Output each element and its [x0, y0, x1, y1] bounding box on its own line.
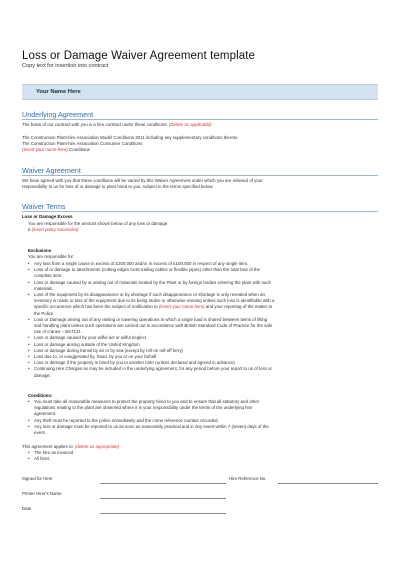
- signed-line[interactable]: [100, 483, 226, 484]
- list-item: • Loss due to, or exaggerated by, fraud, by you or on your behalf: [34, 354, 274, 360]
- list-item: • Loss or damage caused by or arising out of materials treated by the Plant or by foreign bodies entering the plant with such: [34, 280, 274, 286]
- list-item-cont: inventory is made or loss of the equipment due to its being stolen or otherwise missing unless such loss is identifiable with a: [34, 298, 275, 304]
- page-title: Loss or Damage Waiver Agreement template: [22, 50, 256, 62]
- underlying-line3-note: (Insert your name here): [22, 147, 68, 152]
- printer-label: Printer Hirer's Name: [22, 491, 62, 496]
- list-item: • Any loss or damage must be reported to us as soon as reasonably practical and in any event within 7 (seven) days of the: [34, 424, 269, 430]
- exclusion-tail: and your reporting of the matter to: [204, 304, 273, 310]
- list-item-cont: damage.: [34, 372, 52, 378]
- list-item-cont: and handling plant unless such operations are carried out in accordance with British Standard Code of Practice for the safe: [34, 323, 273, 329]
- list-item-cont: agreement.: [34, 411, 57, 417]
- list-item: • Loss of the equipment by its disappearance or by shortage if such disappearance or shortage is only revealed when an: [34, 292, 274, 298]
- list-item: • Loss or damage during transit by air or by sea (except by roll-on roll-off ferry): [34, 348, 274, 354]
- list-item: • Loss or damage if the property is hired by you to another hirer (unless declared and agreed in advance): [34, 360, 274, 366]
- applies-list: [34, 450, 73, 462]
- list-item: • Loss or damage arising outside of the United Kingdom: [34, 342, 274, 348]
- conditions-heading: Conditions:: [28, 393, 53, 398]
- excess-amount: [28, 227, 79, 233]
- ref-label: Hire Reference No.: [229, 476, 267, 481]
- name-banner: [22, 84, 378, 100]
- waiver-p1: We have agreed with you that these conditions will be varied by this Waiver Agreement under which you are relieved of your: [22, 178, 263, 183]
- underlying-intro-note: (Delete as applicable): [168, 122, 212, 127]
- page-subtitle: Copy text for insertion into contract: [22, 63, 109, 69]
- exclusion-text: specific occurrence which has been the subject of notification to: [34, 304, 159, 310]
- list-item: • Any theft must be reported to the police immediately and the crime reference number recorded.: [34, 418, 269, 424]
- excess-currency: £: [28, 227, 32, 232]
- name-placeholder: Your Name Here: [36, 89, 81, 95]
- exclusion-note: (insert your name here): [158, 304, 205, 310]
- terms-rule: [22, 211, 378, 212]
- excess-note: (insert policy excess/es): [31, 227, 79, 232]
- underlying-intro-text: The basis of our contract with you is a hire contract under these conditions:: [22, 122, 169, 127]
- date-label: Date: [22, 506, 32, 511]
- printer-line[interactable]: [100, 498, 226, 499]
- underlying-heading: Underlying Agreement: [22, 110, 94, 119]
- applies-text: This agreement applies to:: [22, 444, 75, 449]
- date-line[interactable]: [100, 513, 226, 514]
- list-item: • The hire as invoiced: [34, 450, 73, 456]
- waiver-heading: Waiver Agreement: [22, 166, 81, 175]
- underlying-line3-text: Conditions: [67, 147, 90, 152]
- underlying-line1: The Construction Plant-hire Association Model Conditions 2011 including any supplementary conditions thereto: [22, 135, 238, 140]
- list-item: • Loss or damage caused by your wilful act or wilful neglect.: [34, 335, 274, 341]
- list-item-cont: regulations relating to the plant are observed where it is your responsibility under the terms of the underlying hire: [34, 405, 253, 411]
- exclusions-intro: You are responsible for:: [28, 254, 75, 259]
- underlying-rule: [22, 119, 378, 120]
- list-item-cont: materials.: [34, 285, 54, 291]
- excess-heading: Loss or Damage Excess: [22, 214, 73, 219]
- signed-label: Signed for Hirer: [22, 476, 53, 481]
- ref-line[interactable]: [278, 483, 378, 484]
- list-item: • Loss or Damage arising out of any raising or lowering operations in which a single load is shared between items of lifting: [34, 317, 274, 323]
- excess-text: You are responsible for the amount shown below of any loss or damage:: [28, 221, 169, 226]
- waiver-p2: responsibility to us for loss of or damage to plant hired to you, subject to the terms specified below.: [22, 184, 214, 189]
- list-item: • Loss of or damage to attachments (cutting edges tools trailing cables or flexible pipes) other than the total loss of the: [34, 267, 274, 273]
- waiver-rule: [22, 175, 378, 176]
- list-item: • Any loss from a single cause in excess of £200,000 and/or in excess of £100,000 in respect of any single item.: [34, 261, 274, 267]
- underlying-line2: The Construction Plant-hire Association Consumer Conditions: [22, 141, 143, 146]
- list-item-cont: complete item.: [34, 273, 63, 279]
- list-item-cont: use of cranes – BS7121: [34, 329, 81, 335]
- conditions-list: [34, 399, 269, 436]
- exclusions-heading: Exclusions: [28, 248, 52, 253]
- list-item: • All hires: [34, 456, 73, 462]
- list-item: • You must take all reasonable measures to protect the property hired to you and to ensure that all statutory and other: [34, 399, 269, 405]
- underlying-line3: [22, 147, 90, 153]
- list-item-cont: the Police: [34, 310, 54, 316]
- applies-note: (delete as appropriate): [74, 444, 120, 449]
- list-item: • Continuing Hire Charges as may be included in the underlying agreement, for any period before your report to us of loss or: [34, 366, 274, 372]
- terms-heading: Waiver Terms: [22, 202, 66, 211]
- underlying-intro: [22, 122, 211, 128]
- exclusions-list: [34, 261, 274, 379]
- list-item-cont: event.: [34, 430, 46, 436]
